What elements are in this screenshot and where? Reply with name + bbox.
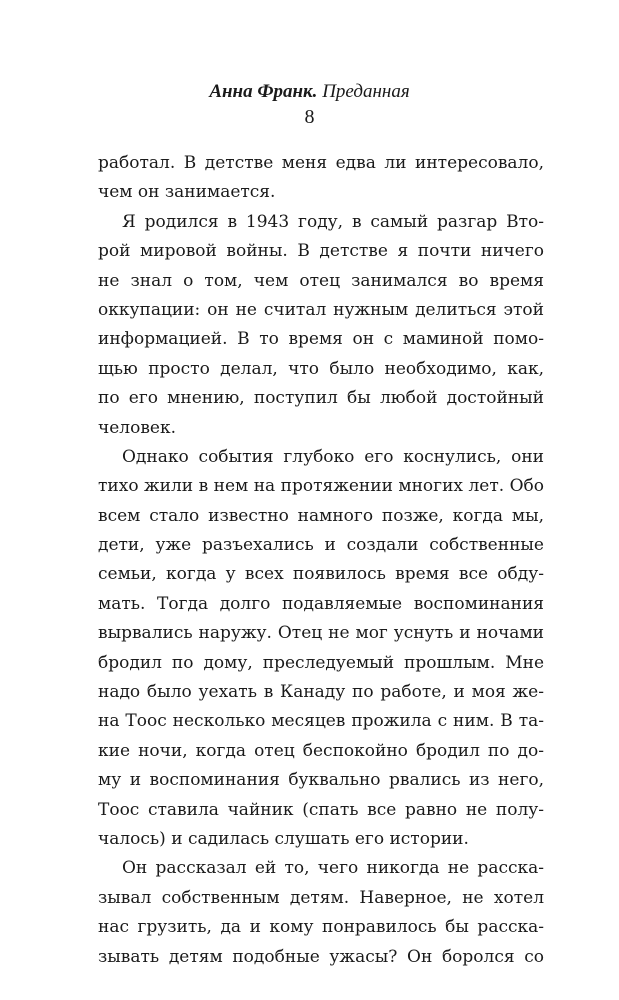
- text-line: информацией. В то время он с маминой помо-: [98, 329, 544, 350]
- text-line: Однако события глубоко его коснулись, они: [122, 446, 544, 467]
- text-line: чалось) и садилась слушать его истории.: [98, 828, 469, 849]
- text-line: чем он занимается.: [98, 182, 276, 203]
- text-line: Тоос ставила чайник (спать все равно не полу-: [98, 799, 544, 820]
- text-line: всем стало известно намного позже, когда мы,: [98, 505, 544, 526]
- running-head-author: Анна Франк.: [209, 81, 318, 102]
- text-line: надо было уехать в Канаду по работе, и моя же-: [98, 682, 544, 703]
- text-line: вырвались наружу. Отец не мог уснуть и ночами: [98, 623, 544, 644]
- paragraph: [98, 208, 544, 443]
- text-line: семьи, когда у всех появилось время все обду-: [98, 564, 544, 585]
- text-line: зывал собственным детям. Наверное, не хотел: [98, 887, 544, 908]
- text-line: кие ночи, когда отец беспокойно бродил по до-: [98, 740, 544, 761]
- paragraph: [98, 443, 544, 854]
- text-line: человек.: [98, 417, 176, 438]
- text-line: щью просто делал, что было необходимо, как,: [98, 358, 544, 379]
- text-line: на Тоос несколько месяцев прожила с ним. В та-: [98, 711, 544, 732]
- text-line: оккупации: он не считал нужным делиться этой: [98, 299, 544, 320]
- paragraph: [98, 854, 544, 972]
- text-line: тихо жили в нем на протяжении многих лет. Обо: [98, 476, 544, 497]
- text-line: рой мировой войны. В детстве я почти ничего: [98, 241, 544, 262]
- text-line: Я родился в 1943 году, в самый разгар Вто-: [122, 211, 544, 232]
- text-line: му и воспоминания буквально рвались из него,: [98, 770, 544, 791]
- running-head: [0, 80, 619, 104]
- text-line: по его мнению, поступил бы любой достойный: [98, 388, 544, 409]
- text-line: зывать детям подобные ужасы? Он боролся со: [98, 946, 544, 967]
- text-line: Он рассказал ей то, чего никогда не расска-: [122, 858, 544, 879]
- text-line: мать. Тогда долго подавляемые воспоминания: [98, 593, 544, 614]
- text-line: бродил по дому, преследуемый прошлым. Мне: [98, 652, 544, 673]
- paragraph: [98, 149, 544, 208]
- page-number: 8: [304, 106, 315, 128]
- text-line: нас грузить, да и кому понравилось бы расска-: [98, 917, 544, 938]
- text-line: дети, уже разъехались и создали собственные: [98, 535, 544, 556]
- body-text: [98, 149, 544, 972]
- running-head-title: Преданная: [322, 81, 410, 102]
- text-line: не знал о том, чем отец занимался во время: [98, 270, 544, 291]
- text-line: работал. В детстве меня едва ли интересовало,: [98, 153, 544, 173]
